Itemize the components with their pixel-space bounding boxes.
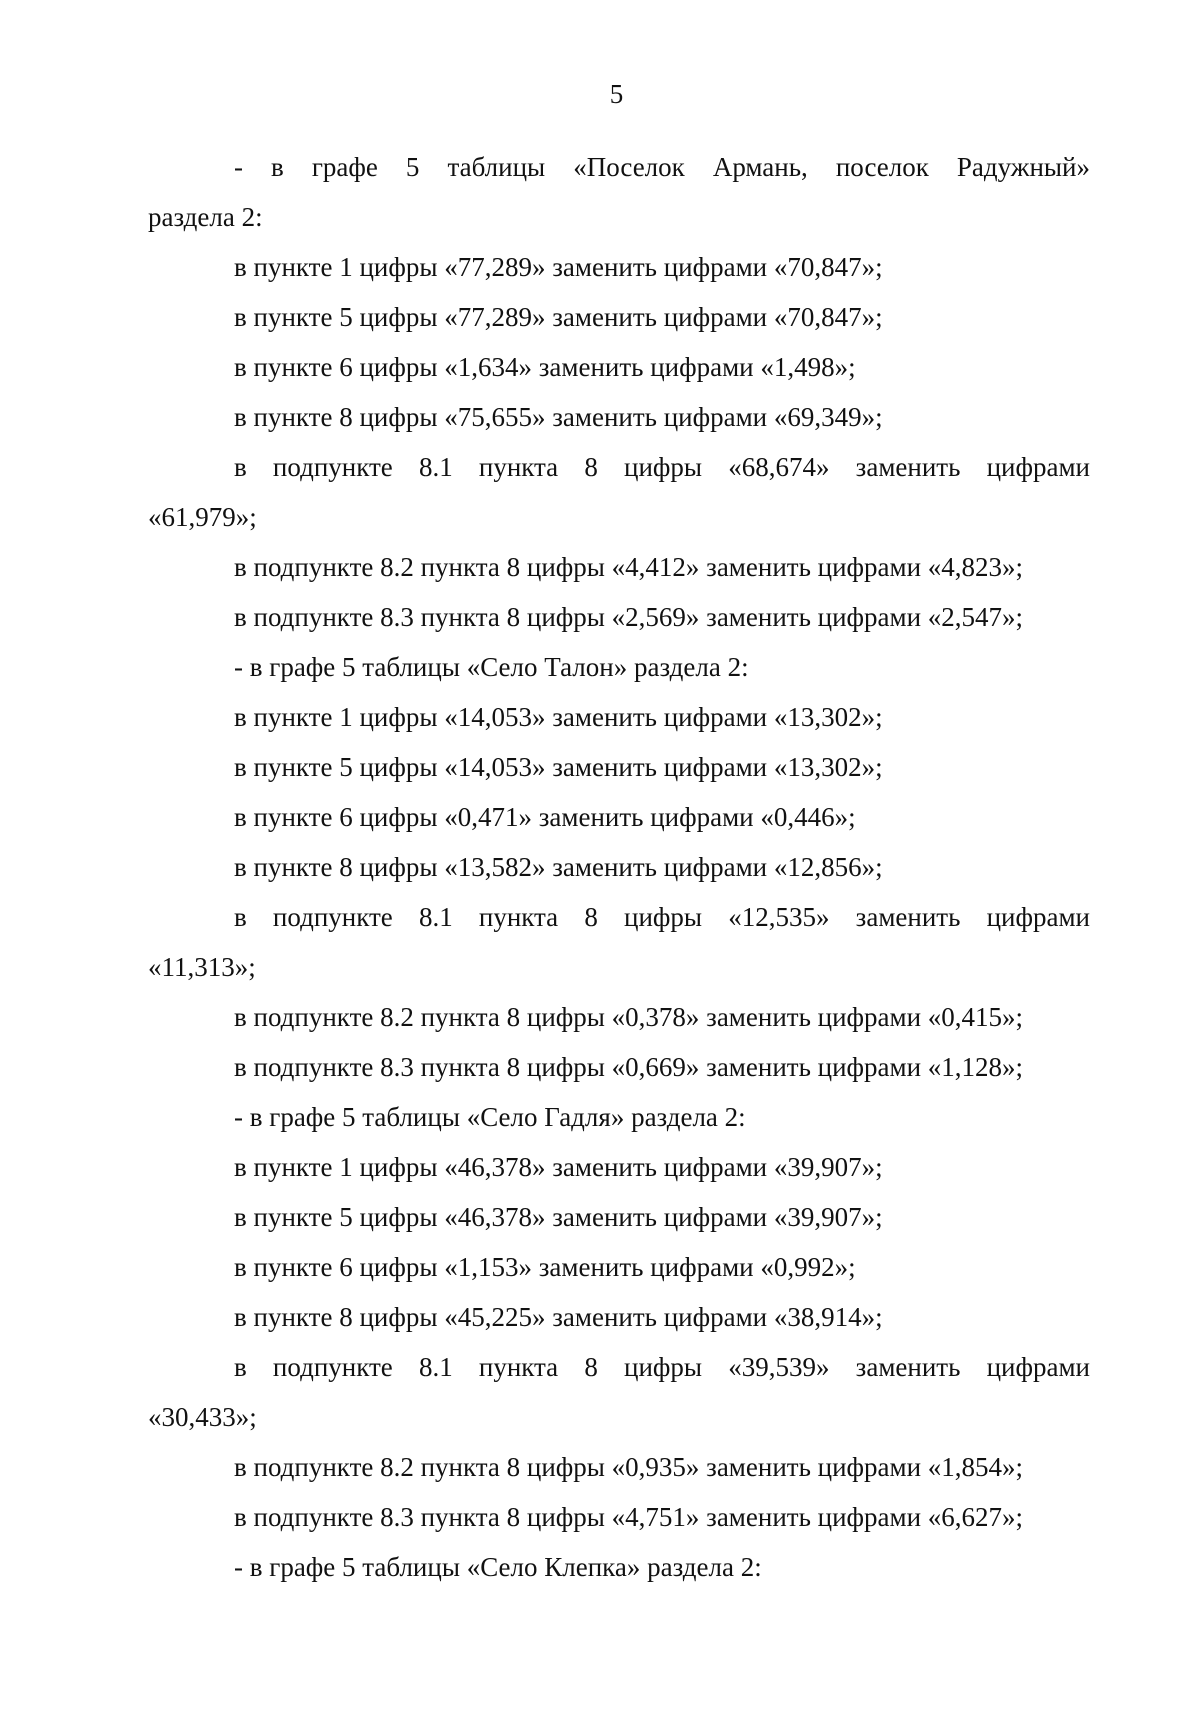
text-line: в подпункте 8.2 пункта 8 цифры «0,935» заменить цифрами «1,854»; bbox=[234, 1452, 1024, 1482]
document-body bbox=[148, 142, 1090, 1592]
text-line: в пункте 5 цифры «14,053» заменить цифрами «13,302»; bbox=[234, 752, 883, 782]
text-line: в пункте 5 цифры «46,378» заменить цифрами «39,907»; bbox=[234, 1202, 883, 1232]
text-line: раздела 2: bbox=[148, 202, 263, 232]
text-line: в подпункте 8.2 пункта 8 цифры «4,412» заменить цифрами «4,823»; bbox=[234, 552, 1024, 582]
text-line: в пункте 6 цифры «1,153» заменить цифрами «0,992»; bbox=[234, 1252, 856, 1282]
text-line: в пункте 6 цифры «1,634» заменить цифрами «1,498»; bbox=[234, 352, 856, 382]
text-line: «30,433»; bbox=[148, 1402, 257, 1432]
text-line: в подпункте 8.3 пункта 8 цифры «4,751» заменить цифрами «6,627»; bbox=[234, 1502, 1024, 1532]
text-line: - в графе 5 таблицы «Село Гадля» раздела 2: bbox=[234, 1102, 746, 1132]
text-line: «61,979»; bbox=[148, 502, 257, 532]
text-line: в пункте 8 цифры «75,655» заменить цифрами «69,349»; bbox=[234, 402, 883, 432]
text-line: в подпункте 8.3 пункта 8 цифры «2,569» заменить цифрами «2,547»; bbox=[234, 602, 1024, 632]
text-line: в пункте 6 цифры «0,471» заменить цифрами «0,446»; bbox=[234, 802, 856, 832]
text-line: - в графе 5 таблицы «Село Клепка» раздела 2: bbox=[234, 1552, 762, 1582]
text-line: в пункте 8 цифры «45,225» заменить цифрами «38,914»; bbox=[234, 1302, 883, 1332]
text-line: «11,313»; bbox=[148, 952, 256, 982]
text-line: - в графе 5 таблицы «Село Талон» раздела 2: bbox=[234, 652, 749, 682]
text-line: в пункте 1 цифры «46,378» заменить цифрами «39,907»; bbox=[234, 1152, 883, 1182]
text-line: в подпункте 8.3 пункта 8 цифры «0,669» заменить цифрами «1,128»; bbox=[234, 1052, 1024, 1082]
text-line: в пункте 1 цифры «14,053» заменить цифрами «13,302»; bbox=[234, 702, 883, 732]
text-line: в пункте 1 цифры «77,289» заменить цифрами «70,847»; bbox=[234, 252, 883, 282]
text-line: в подпункте 8.1 пункта 8 цифры «12,535» заменить цифрами bbox=[234, 902, 1090, 932]
text-line: в подпункте 8.1 пункта 8 цифры «39,539» заменить цифрами bbox=[234, 1352, 1090, 1382]
text-line: в пункте 5 цифры «77,289» заменить цифрами «70,847»; bbox=[234, 302, 883, 332]
text-line: в подпункте 8.1 пункта 8 цифры «68,674» заменить цифрами bbox=[234, 452, 1090, 482]
text-line: в пункте 8 цифры «13,582» заменить цифрами «12,856»; bbox=[234, 852, 883, 882]
page-number: 5 bbox=[609, 79, 624, 109]
text-line: в подпункте 8.2 пункта 8 цифры «0,378» заменить цифрами «0,415»; bbox=[234, 1002, 1024, 1032]
text-line: - в графе 5 таблицы «Поселок Армань, поселок Радужный» bbox=[234, 152, 1090, 182]
